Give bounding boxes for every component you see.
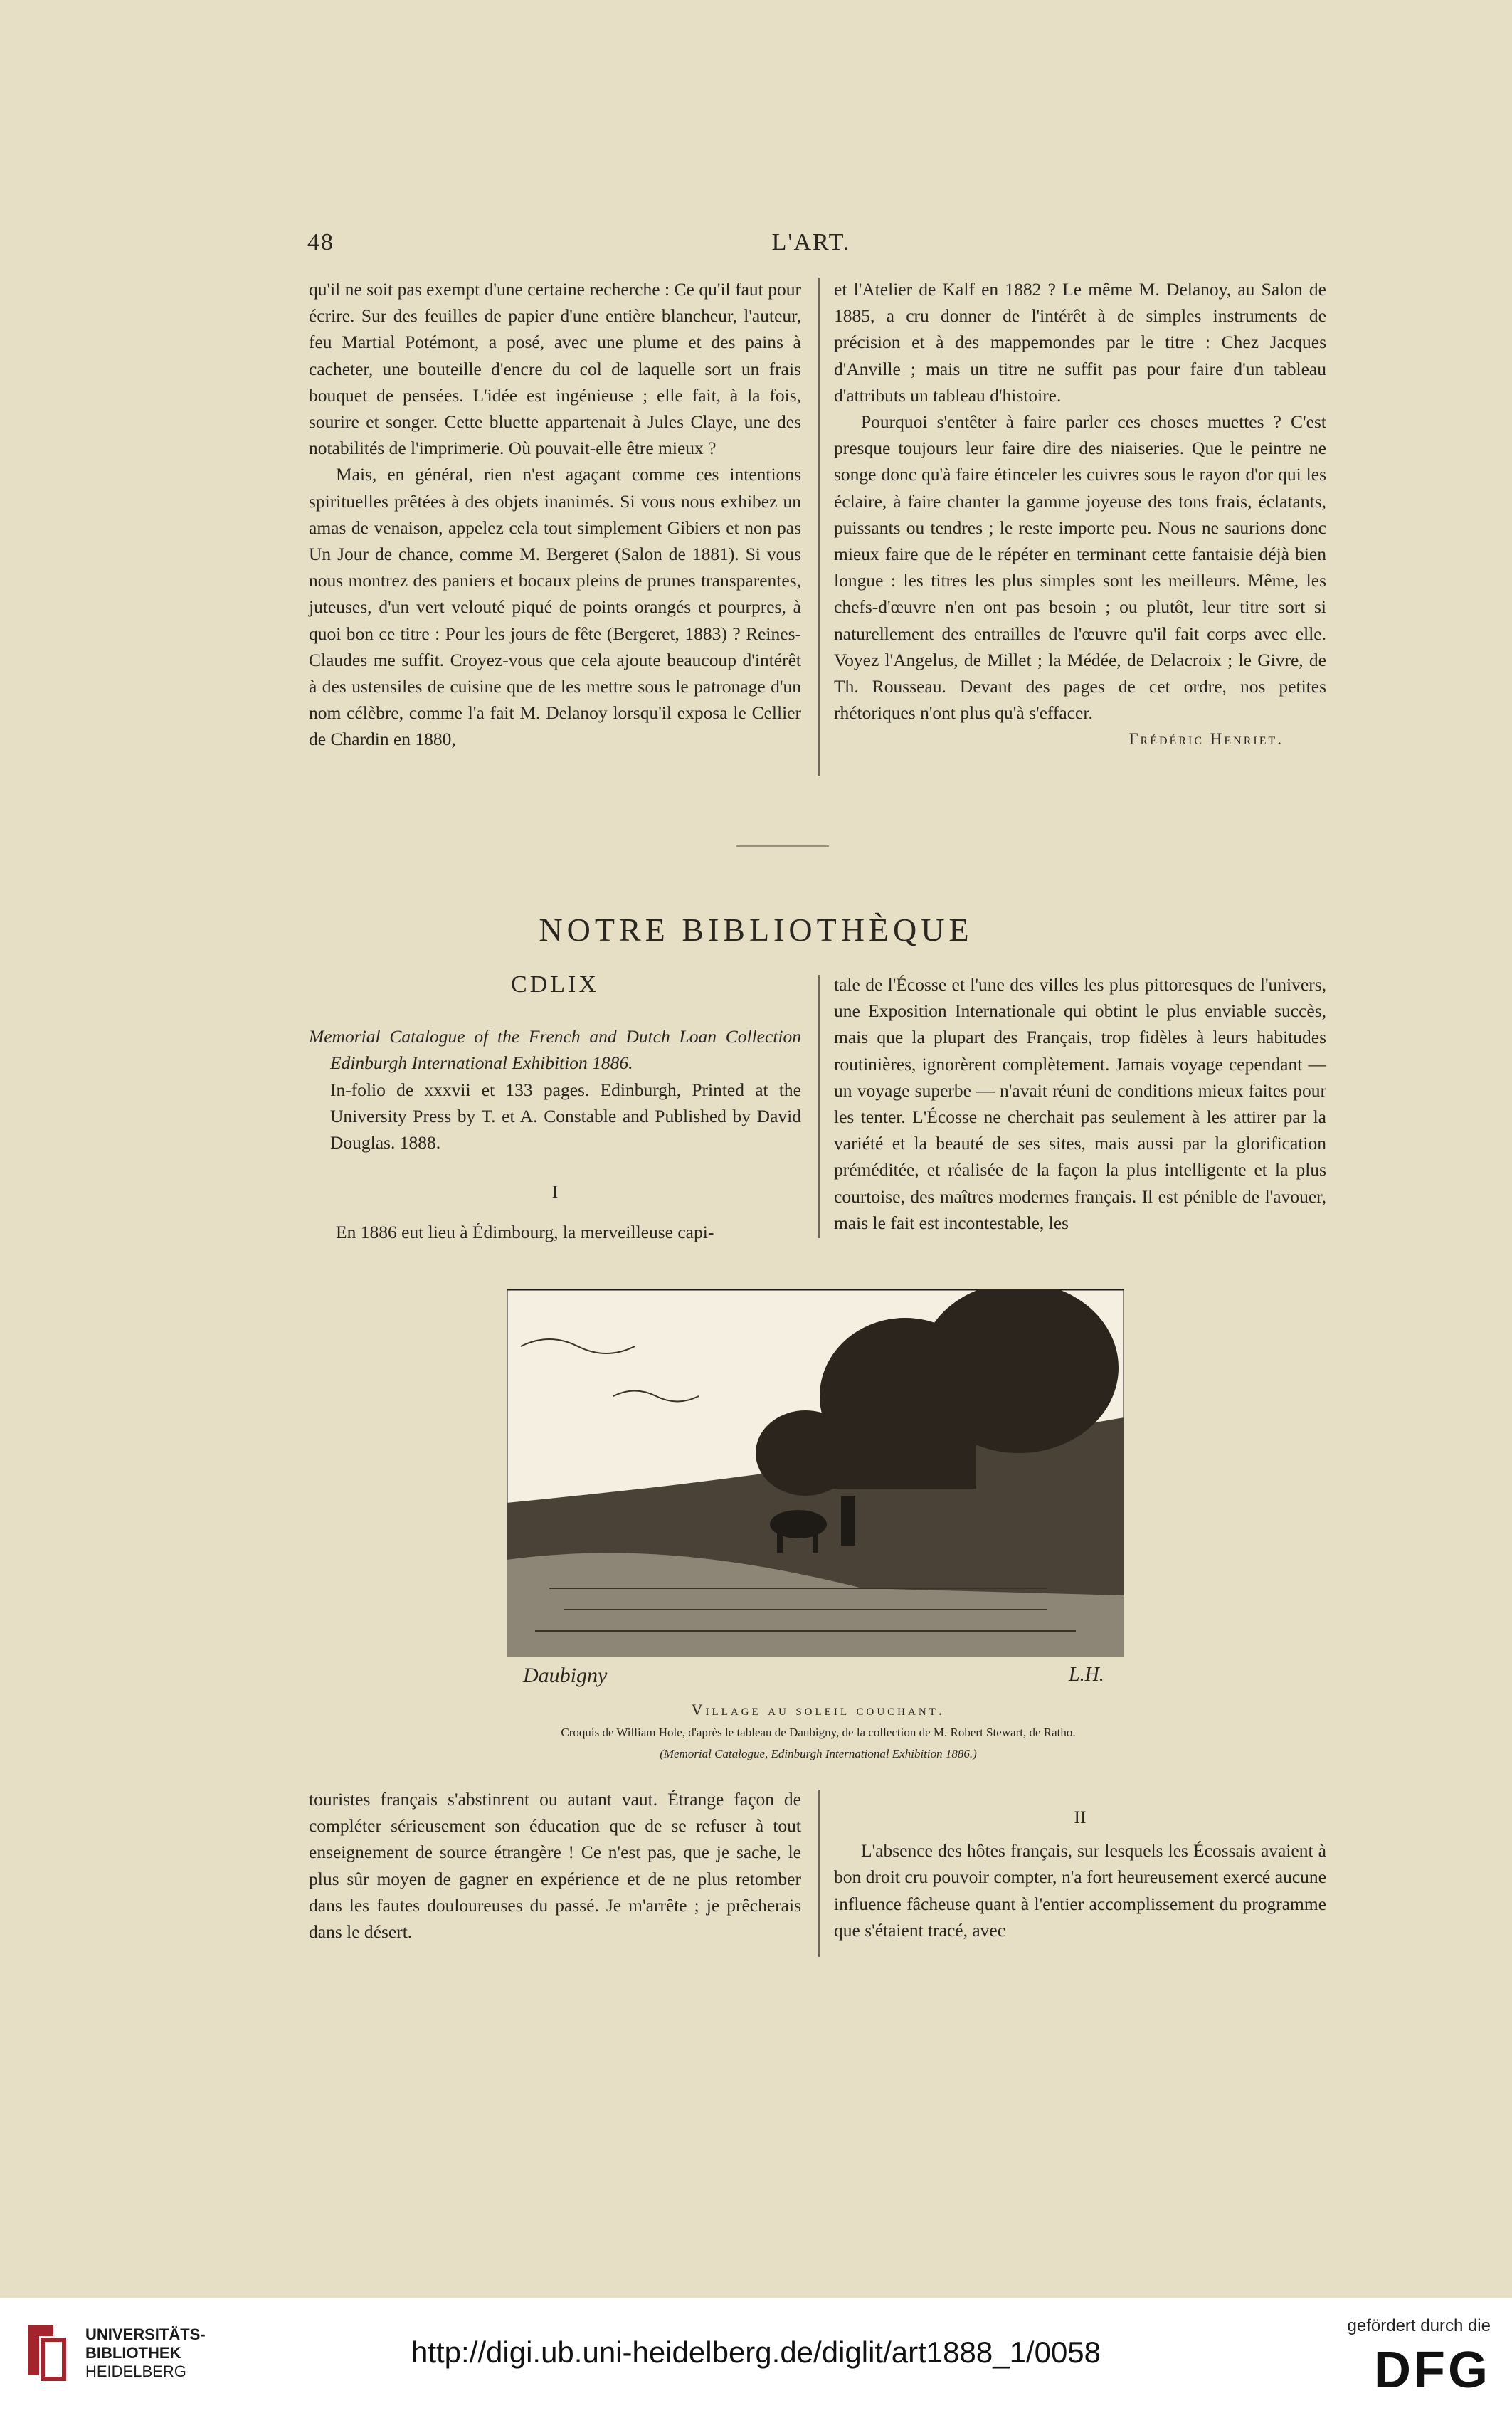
engraving-illustration [507,1289,1124,1657]
section-separator [736,845,829,847]
figure-caption-source: (Memorial Catalogue, Edinburgh International Exhibition 1886.) [660,1747,977,1760]
book-details: In-folio de xxxvii et 133 pages. Edinburgh, Printed at the University Press by T. et A. Constable and Published by David Douglas. 1888. [330,1079,801,1153]
dfg-logo[interactable]: DFG [1374,2342,1491,2399]
figure-signature-left: Daubigny [523,1664,608,1687]
paragraph: et l'Atelier de Kalf en 1882 ? Le même M. Delanoy, au Salon de 1885, a cru donner de l'intérêt à de simples instruments de précision et à des mappemondes par le titre : Chez Jacques d'Anville ; mais un titre ne suffit pas pour faire d'un tableau d'attributs un tableau d'histoire. [834,279,1326,406]
figure-caption-credit: Croquis de William Hole, d'après le tableau de Daubigny, de la collection de M. Robert Stewart, de Ratho. [561,1726,1076,1739]
page-number: 48 [307,229,334,255]
part-number: II [1074,1807,1087,1827]
figure-caption-title: Village au soleil couchant. [691,1701,946,1718]
paragraph: L'absence des hôtes français, sur lesquels les Écossais avaient à bon droit cru pouvoir compter, n'a fort heureusement exercé aucune influence fâcheuse quant à l'entier accomplissement du programme que s'étaient tracé, avec [834,1840,1326,1941]
column-1-top [309,276,801,753]
library-name[interactable]: UNIVERSITÄTS- BIBLIOTHEK HEIDELBERG [85,2325,206,2380]
column-divider [818,1790,820,1957]
column-2-bottom [834,1786,1326,1943]
section-title: NOTRE BIBLIOTHÈQUE [539,912,973,948]
paragraph: En 1886 eut lieu à Édimbourg, la merveilleuse capi- [336,1222,714,1243]
figure-signature-right: L.H. [1069,1664,1104,1686]
column-divider [818,975,820,1238]
column-1-middle [309,971,801,1246]
running-title: L'ART. [771,229,851,255]
permalink-url[interactable]: http://digi.ub.uni-heidelberg.de/diglit/art1888_1/0058 [411,2335,1101,2369]
column-1-bottom [309,1786,801,1945]
paragraph: touristes français s'abstinrent ou autant vaut. Étrange façon de compléter sérieusement son éducation que de se refuser à tout enseignement de source étrangère ! Ce n'est pas, que je sache, le plus sûr moyen de gagner en expérience et de ne plus retomber dans les fautes douloureuses du passé. Je m'arrête ; je prêcherais dans le désert. [309,1789,801,1943]
column-2-middle [834,971,1326,1236]
paragraph: Mais, en général, rien n'est agaçant comme ces intentions spirituelles prêtées à des objets inanimés. Si vous nous exhibez un amas de venaison, appelez cela tout simplement Gibiers et non pas Un Jour de chance, comme M. Bergeret (Salon de 1881). Si vous nous montrez des paniers et bocaux pleins de prunes transparentes, juteuses, d'un vert velouté piqué de points orangés et pourpres, à quoi bon ce titre : Pour les jours de fête (Bergeret, 1883) ? Reines-Claudes me suffit. Croyez-vous que cela ajoute beaucoup d'intérêt à des ustensiles de cuisine que de les mettre sous le patronage d'un nom célèbre, comme l'a fait M. Delanoy lorsqu'il exposa le Cellier de Chardin en 1880, [309,464,801,750]
column-2-top [834,276,1326,753]
column-divider [818,278,820,776]
paragraph: Pourquoi s'entêter à faire parler ces choses muettes ? C'est presque toujours leur faire dire des niaiseries. Que le peintre ne songe donc qu'à faire étinceler les cuivres sous le rayon d'or qui les éclaire, à faire chanter la gamme joyeuse des tons frais, éclatants, puissants ou tendres ; le reste importe peu. Nous ne saurions donc mieux faire que de le répéter en terminant cette fantaisie déjà bien longue : les titres les plus simples sont les meilleurs. Même, les chefs-d'œuvre n'en ont pas besoin ; ou plutôt, leur titre sort si naturellement des entrailles de l'œuvre qu'il fait corps avec elle. Voyez l'Angelus, de Millet ; la Médée, de Delacroix ; le Givre, de Th. Rousseau. Devant des pages de cet ordre, nos petites rhétoriques n'ont plus qu'à s'effacer. [834,411,1326,724]
review-number: CDLIX [511,971,599,998]
paragraph: qu'il ne soit pas exempt d'une certaine recherche : Ce qu'il faut pour écrire. Sur des feuilles de papier d'une entière blancheur, l'auteur, feu Martial Potémont, a posé, avec une plume et des pains à cacheter, une bouteille d'encre du col de laquelle sort un frais bouquet de pensées. L'idée est ingénieuse ; elle fait, à la fois, sourire et songer. Cette bluette appartenait à Jules Claye, une des notabilités de l'imprimerie. Où pouvait-elle être mieux ? [309,279,801,459]
paragraph: tale de l'Écosse et l'une des villes les plus pittoresques de l'univers, une Exposition Internationale qui obtint le plus enviable succès, mais que la plupart des Français, trop fidèles à leurs habitudes routinières, ignorèrent complètement. Jamais voyage cependant — un voyage superbe — n'avait réuni de conditions mieux faites pour les tenter. L'Écosse ne cherchait pas seulement à les attirer par la variété et la beauté de ses sites, mais aussi par la glorification préméditée, et réalisée de la façon la plus intelligente et la plus courtoise, des maîtres modernes français. Il est pénible de l'avouer, mais le fait est incontestable, les [834,974,1326,1233]
part-number: I [551,1181,559,1203]
author-signature: Frédéric Henriet. [1128,730,1284,749]
funding-note: gefördert durch die [1347,2316,1491,2335]
book-title: Memorial Catalogue of the French and Dutch Loan Collection Edinburgh International Exhibition 1886. [309,1026,801,1074]
